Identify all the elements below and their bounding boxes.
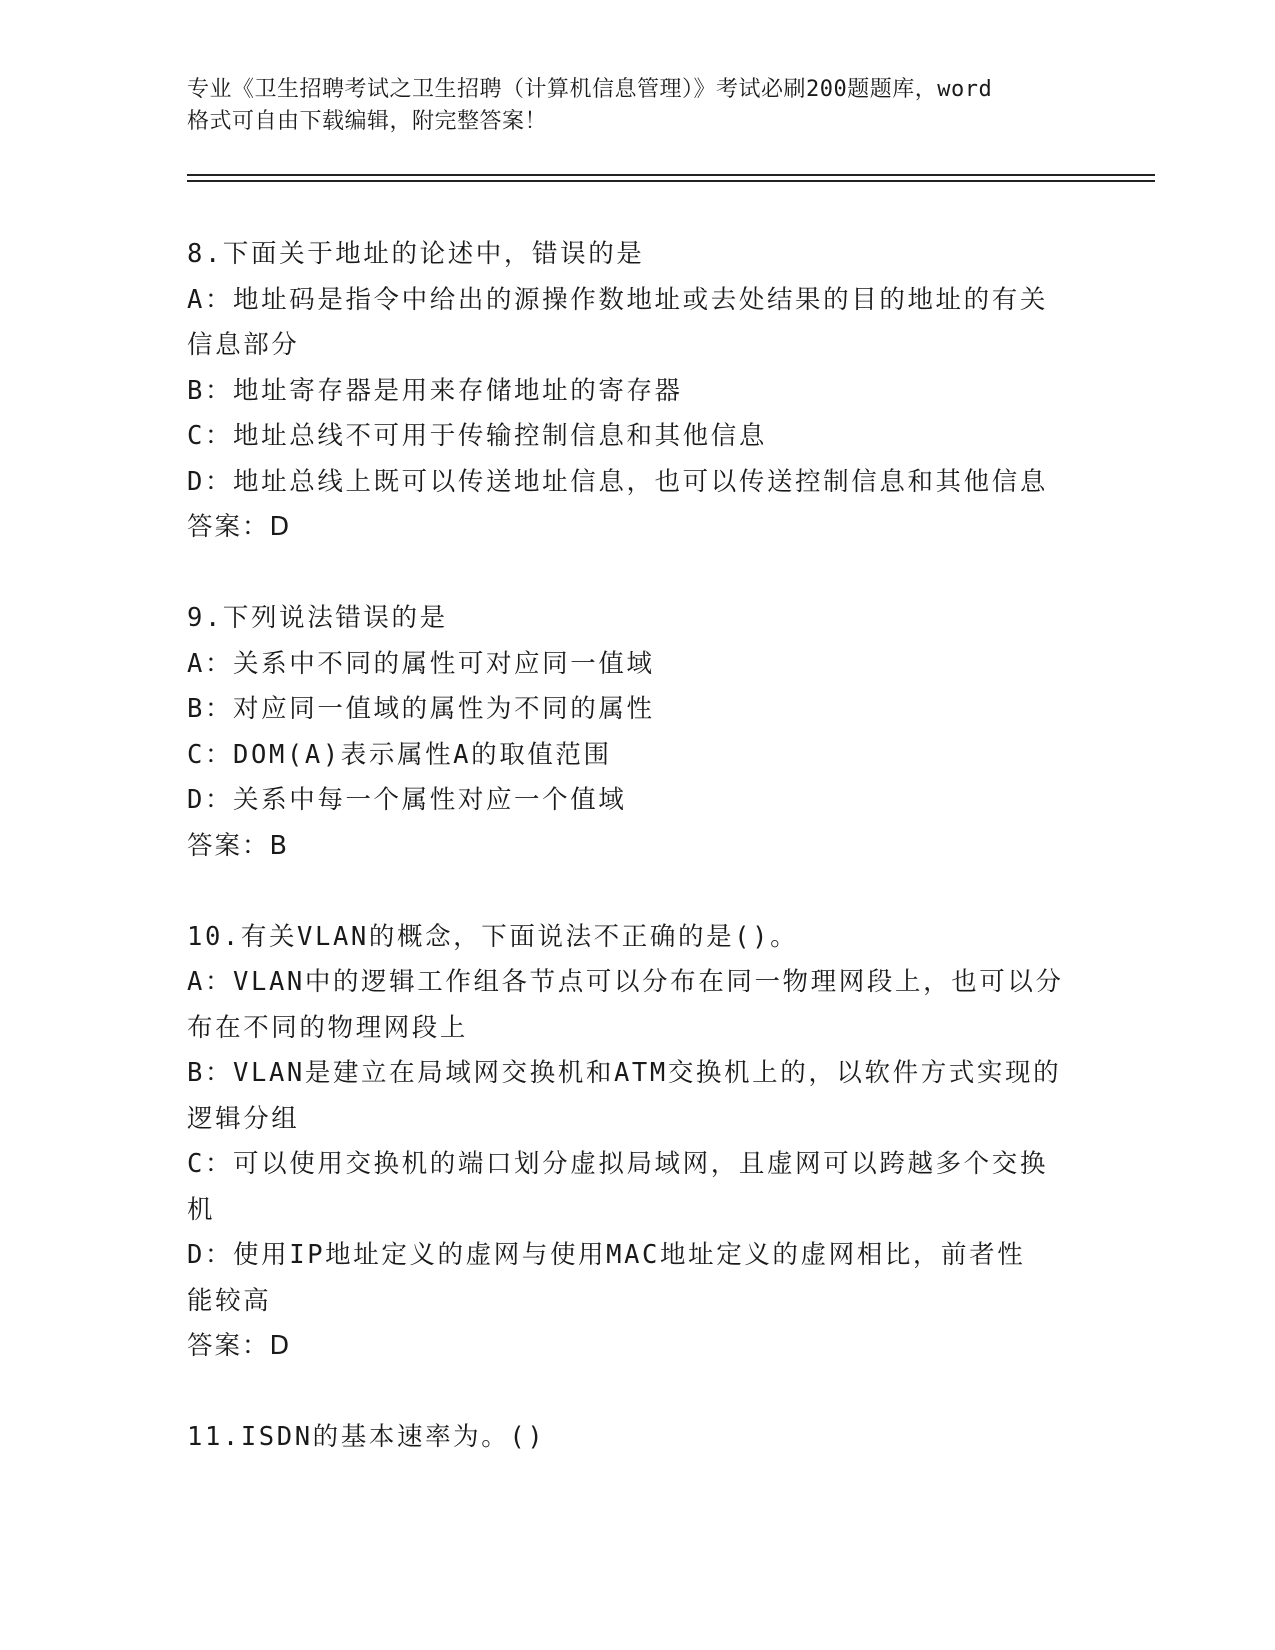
question-stem: 10.有关VLAN的概念，下面说法不正确的是()。	[187, 921, 799, 952]
answer-label: 答案：B	[187, 830, 289, 861]
option-b: B：地址寄存器是用来存储地址的寄存器	[187, 375, 683, 406]
header-line-1: 专业《卫生招聘考试之卫生招聘（计算机信息管理）》考试必刷200题题库，word	[187, 77, 993, 102]
question-11	[187, 1415, 1087, 1461]
option-a: A：VLAN中的逻辑工作组各节点可以分布在同一物理网段上，也可以分	[187, 967, 1064, 997]
document-header	[187, 74, 1087, 138]
option-c: C：DOM(A)表示属性A的取值范围	[187, 739, 612, 770]
option-b: B：对应同一值域的属性为不同的属性	[187, 694, 655, 724]
question-8	[187, 232, 1087, 551]
option-d: D：关系中每一个属性对应一个值域	[187, 785, 627, 815]
option-a-continued: 布在不同的物理网段上	[187, 1012, 469, 1043]
question-9	[187, 596, 1087, 869]
question-stem: 11.ISDN的基本速率为。()	[187, 1422, 546, 1452]
question-stem: 8.下面关于地址的论述中，错误的是	[187, 239, 645, 269]
header-line-2: 格式可自由下载编辑，附完整答案！	[187, 109, 548, 134]
header-divider-bottom	[187, 180, 1155, 182]
option-c: C：可以使用交换机的端口划分虚拟局域网，且虚网可以跨越多个交换	[187, 1149, 1048, 1179]
option-b-continued: 逻辑分组	[187, 1103, 300, 1134]
question-10	[187, 915, 1087, 1370]
option-c-continued: 机	[187, 1194, 216, 1225]
option-c: C：地址总线不可用于传输控制信息和其他信息	[187, 421, 767, 451]
option-b: B：VLAN是建立在局域网交换机和ATM交换机上的，以软件方式实现的	[187, 1058, 1062, 1088]
answer-label: 答案：D	[187, 1331, 292, 1361]
option-a: A：地址码是指令中给出的源操作数地址或去处结果的目的地址的有关	[187, 284, 1048, 315]
option-a-continued: 信息部分	[187, 330, 300, 360]
option-d: D：地址总线上既可以传送地址信息，也可以传送控制信息和其他信息	[187, 466, 1048, 497]
header-divider-top	[187, 174, 1155, 176]
option-d: D：使用IP地址定义的虚网与使用MAC地址定义的虚网相比，前者性	[187, 1240, 1026, 1270]
option-a: A：关系中不同的属性可对应同一值域	[187, 648, 655, 679]
answer-label: 答案：D	[187, 512, 292, 542]
question-stem: 9.下列说法错误的是	[187, 603, 448, 633]
option-d-continued: 能较高	[187, 1285, 272, 1316]
question-list	[187, 232, 1087, 1461]
